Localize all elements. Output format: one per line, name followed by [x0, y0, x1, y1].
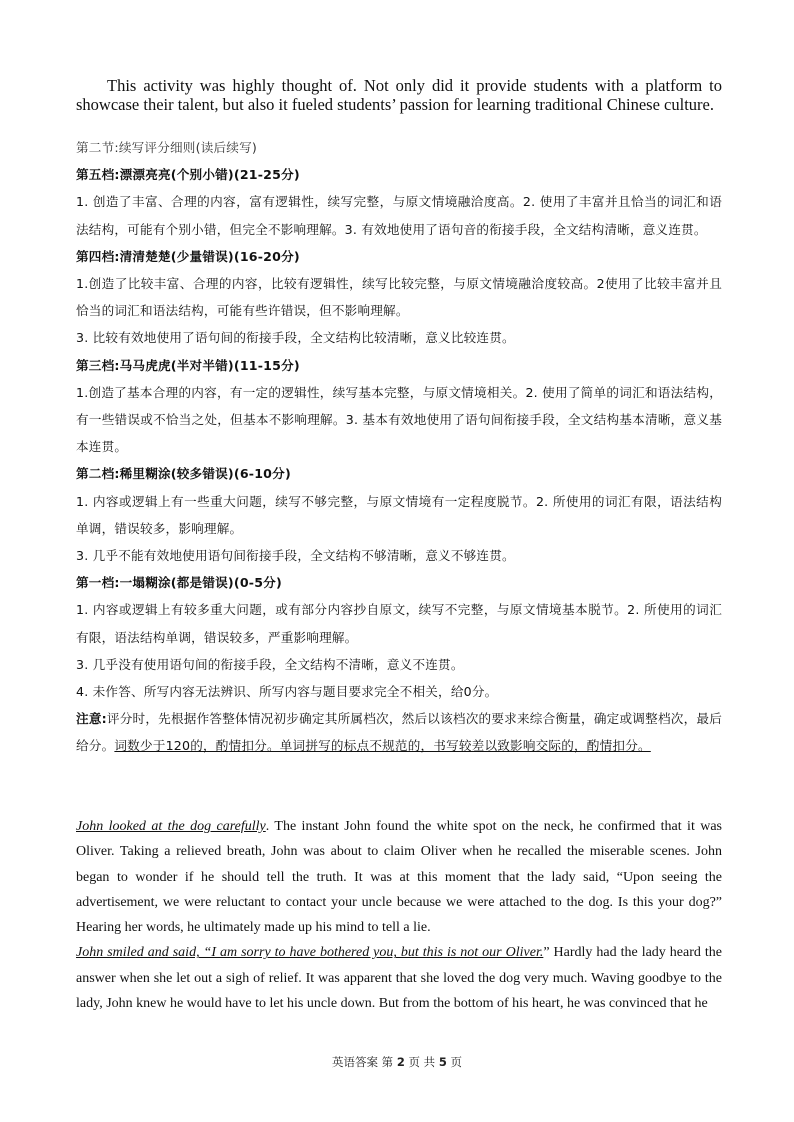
- level-4-paragraph-1: 1.创造了比较丰富、合理的内容，比较有逻辑性，续写比较完整，与原文情境融洽度较高。2使用了比较丰富并且恰当的词汇和语法结构，可能有些许错误，但不影响理解。: [76, 276, 722, 319]
- note-underlined-text: 词数少于120的，酌情扣分。单词拼写的标点不规范的，书写较差以致影响交际的，酌情扣分。: [114, 738, 651, 754]
- level-1-paragraph-2: 3. 几乎没有使用语句间的衔接手段，全文结构不清晰，意义不连贯。: [76, 656, 464, 672]
- level-3-paragraph: 1.创造了基本合理的内容，有一定的逻辑性，续写基本完整，与原文情境相关。2. 使用了简单的词汇和语法结构，有一些错误或不恰当之处，但基本不影响理解。3. 基本有效地使用了语句间衔接手段，全文结构基本清晰，意义基本连贯。: [76, 384, 722, 455]
- level-5-heading: 第五档:漂漂亮亮(个别小错)(21-25分): [76, 167, 300, 183]
- level-1-heading: 第一档:一塌糊涂(都是错误)(0-5分): [76, 575, 282, 591]
- level-4-paragraph-2: 3. 比较有效地使用了语句间的衔接手段，全文结构比较清晰，意义比较连贯。: [76, 330, 515, 346]
- note-paragraph: [76, 705, 722, 759]
- footer-page-number: 2: [396, 1055, 405, 1069]
- essay-paragraph-2-lead: John smiled and said, “I am sorry to have bothered you, but this is not our Oliver.: [76, 945, 544, 961]
- scoring-section: [76, 134, 722, 760]
- level-3-heading: 第三档:马马虎虎(半对半错)(11-15分): [76, 357, 300, 373]
- level-5-paragraph: 1. 创造了丰富、合理的内容，富有逻辑性，续写完整，与原文情境融洽度高。2. 使用了丰富并且恰当的词汇和语法结构，可能有个别小错，但完全不影响理解。3. 有效地使用了语句音的衔接手段，全文结构清晰，意义连贯。: [76, 194, 722, 237]
- footer-total-pages: 5: [438, 1055, 447, 1069]
- level-2-heading: 第二档:稀里糊涂(较多错误)(6-10分): [76, 466, 291, 482]
- intro-paragraph: This activity was highly thought of. Not only did it provide students with a platform to showcase their talent, but also it fueled students’ passion for learning traditional Chinese culture.: [76, 76, 722, 114]
- level-1-paragraph-3: 4. 未作答、所写内容无法辨识、所写内容与题目要求完全不相关，给0分。: [76, 684, 498, 700]
- note-label: 注意:: [76, 711, 107, 727]
- footer-prefix: 英语答案 第: [332, 1055, 394, 1069]
- level-4-heading: 第四档:清清楚楚(少量错误)(16-20分): [76, 248, 300, 264]
- page-footer: [0, 1054, 794, 1070]
- section-title: 第二节:续写评分细则(读后续写): [76, 140, 257, 155]
- essay-paragraph-1-lead: John looked at the dog carefully: [76, 819, 266, 834]
- essay-paragraph-2-text: ” Hardly had the lady heard the answer when she let out a sigh of relief. It was apparent that she loved the dog very much. Waving goodbye to the lady, John knew he would have to let his uncle down. But from the bottom of his heart, he was convinced that he: [76, 945, 722, 1012]
- footer-suffix: 页: [450, 1055, 462, 1069]
- essay-paragraph-2: [76, 940, 722, 1016]
- essay-paragraph-1: [76, 814, 722, 940]
- essay-paragraph-1-text: . The instant John found the white spot on the neck, he confirmed that it was Oliver. Taking a relieved breath, John was about to claim Oliver when he recalled the miserable scenes. John began to wonder if he should tell the truth. It was at this moment that the lady said, “Upon seeing the advertisement, we were reluctant to contact your uncle because we were attached to the dog. Is this your dog?” Hearing her words, he ultimately made up his mind to tell a lie.: [76, 819, 722, 936]
- level-2-paragraph-1: 1. 内容或逻辑上有一些重大问题，续写不够完整，与原文情境有一定程度脱节。2. 所使用的词汇有限，语法结构单调，错误较多，影响理解。: [76, 493, 722, 536]
- footer-middle: 页 共: [408, 1055, 436, 1069]
- level-1-paragraph-1: 1. 内容或逻辑上有较多重大问题，或有部分内容抄自原文，续写不完整，与原文情境基本脱节。2. 所使用的词汇有限，语法结构单调，错误较多，严重影响理解。: [76, 602, 722, 645]
- sample-essay: [76, 814, 722, 1016]
- note-text: 评分时，先根据作答整体情况初步确定其所属档次，然后以该档次的要求来综合衡量，确定或调整档次，最后给分。: [76, 711, 722, 754]
- level-2-paragraph-2: 3. 几乎不能有效地使用语句间衔接手段，全文结构不够清晰，意义不够连贯。: [76, 548, 515, 564]
